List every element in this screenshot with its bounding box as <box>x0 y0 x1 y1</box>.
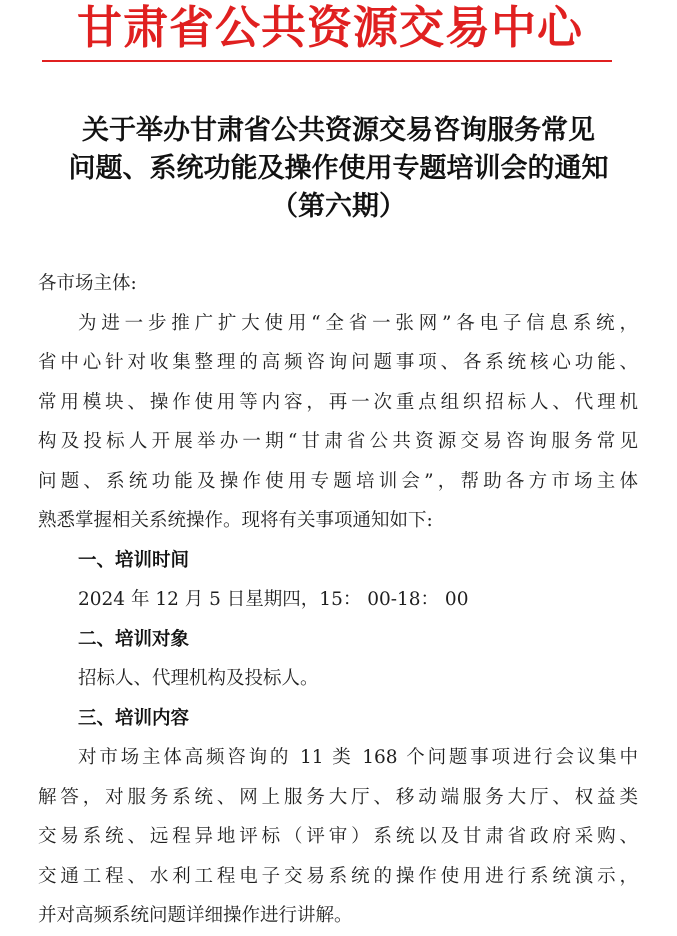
training-content-line: 交通工程、水利工程电子交易系统的操作使用进行系统演示， <box>38 865 638 887</box>
training-audience-value: 招标人、代理机构及投标人。 <box>78 668 319 689</box>
section-heading-training-audience: 二、培训对象 <box>78 628 190 650</box>
notice-title-line: 问题、系统功能及操作使用专题培训会的通知 <box>68 153 609 184</box>
intro-paragraph-line: 省中心针对收集整理的高频咨询问题事项、各系统核心功能、 <box>38 352 638 373</box>
issuing-organization-title: 甘肃省公共资源交易中心 <box>76 1 583 54</box>
training-content-line: 并对高频系统问题详细操作进行讲解。 <box>38 905 353 926</box>
intro-paragraph-line: 常用模块、操作使用等内容，再一次重点组织招标人、代理机 <box>38 391 638 413</box>
intro-paragraph-line: 问题、系统功能及操作使用专题培训会”，帮助各方市场主体 <box>38 470 638 492</box>
header-red-rule <box>42 60 612 62</box>
document-header <box>0 0 677 62</box>
salutation: 各市场主体: <box>38 273 137 294</box>
notice-title-line: 关于举办甘肃省公共资源交易咨询服务常见 <box>82 115 595 146</box>
notice-title <box>20 112 657 226</box>
notice-title-line: （第六期） <box>271 191 406 222</box>
training-content-line: 对市场主体高频咨询的 11 类 168 个问题事项进行会议集中 <box>78 747 638 768</box>
section-heading-training-time: 一、培训时间 <box>78 549 190 571</box>
training-time-value: 2024 年 12 月 5 日星期四，15： 00-18： 00 <box>78 589 469 610</box>
section-heading-training-content: 三、培训内容 <box>78 707 190 729</box>
notice-body <box>38 264 638 936</box>
intro-paragraph-line: 构及投标人开展举办一期“甘肃省公共资源交易咨询服务常见 <box>38 431 638 452</box>
intro-paragraph-line: 为进一步推广扩大使用“全省一张网”各电子信息系统， <box>78 312 638 334</box>
training-content-line: 交易系统、远程异地评标（评审）系统以及甘肃省政府采购、 <box>38 826 638 847</box>
training-content-line: 解答，对服务系统、网上服务大厅、移动端服务大厅、权益类 <box>38 786 638 808</box>
intro-paragraph-line: 熟悉掌握相关系统操作。现将有关事项通知如下: <box>38 510 433 531</box>
